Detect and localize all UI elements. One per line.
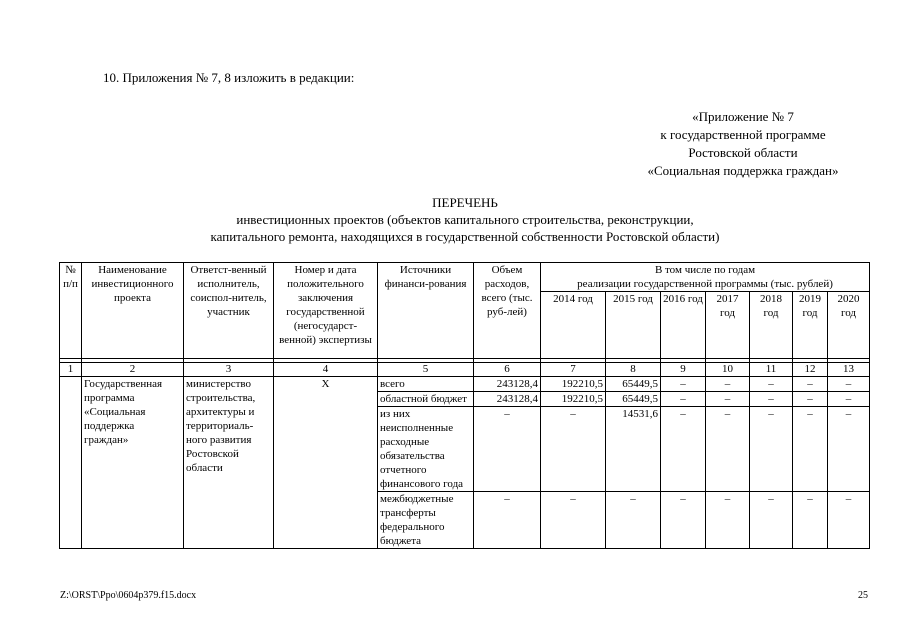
value-cell: – xyxy=(474,407,541,492)
project-name-cell: Государственная программа «Социальная поддержка граждан» xyxy=(82,377,184,549)
column-number: 1 xyxy=(60,363,82,377)
value-cell: – xyxy=(661,377,706,392)
header-year: 2016 год xyxy=(661,292,706,359)
column-number: 2 xyxy=(82,363,184,377)
header-expertise: Номер и дата положительного заключения государственной (негосударст-венной) экспертизы xyxy=(274,263,378,359)
expertise-cell: Х xyxy=(274,377,378,549)
value-cell: 243128,4 xyxy=(474,377,541,392)
source-cell: из них неисполненные расходные обязательства отчетного финансового года xyxy=(378,407,474,492)
header-by-years-line2: реализации государственной программы (тыс. рублей) xyxy=(577,278,833,290)
header-volume: Объем расходов, всего (тыс. руб-лей) xyxy=(474,263,541,359)
value-cell: – xyxy=(750,392,793,407)
column-number: 7 xyxy=(541,363,606,377)
column-number: 3 xyxy=(184,363,274,377)
header-year: 2018 год xyxy=(750,292,793,359)
header-year: 2015 год xyxy=(606,292,661,359)
value-cell: 192210,5 xyxy=(541,392,606,407)
document-title: ПЕРЕЧЕНЬ xyxy=(432,195,498,210)
value-cell: – xyxy=(793,492,828,549)
document-title-block xyxy=(60,194,870,245)
value-cell: – xyxy=(828,407,870,492)
value-cell: – xyxy=(706,377,750,392)
value-cell: – xyxy=(706,407,750,492)
column-number: 5 xyxy=(378,363,474,377)
value-cell: 65449,5 xyxy=(606,392,661,407)
value-cell: – xyxy=(793,407,828,492)
column-number: 8 xyxy=(606,363,661,377)
value-cell: – xyxy=(828,392,870,407)
header-row xyxy=(60,263,870,292)
value-cell: 243128,4 xyxy=(474,392,541,407)
appendix-line: «Приложение № 7 xyxy=(692,109,794,124)
appendix-line: к государственной программе xyxy=(660,127,826,142)
source-cell: областной бюджет xyxy=(378,392,474,407)
value-cell: – xyxy=(750,492,793,549)
appendix-line: «Социальная поддержка граждан» xyxy=(647,163,839,178)
header-sources: Источники финанси-рования xyxy=(378,263,474,359)
appendix-line: Ростовской области xyxy=(688,145,798,160)
document-subtitle-line: инвестиционных проектов (объектов капитального строительства, реконструкции, xyxy=(236,212,694,227)
source-cell: всего xyxy=(378,377,474,392)
value-cell: 14531,6 xyxy=(606,407,661,492)
column-number: 9 xyxy=(661,363,706,377)
value-cell: 65449,5 xyxy=(606,377,661,392)
value-cell: 192210,5 xyxy=(541,377,606,392)
value-cell: – xyxy=(661,492,706,549)
value-cell: – xyxy=(828,492,870,549)
column-number: 10 xyxy=(706,363,750,377)
header-year: 2019 год xyxy=(793,292,828,359)
column-number-row xyxy=(60,363,870,377)
column-number: 4 xyxy=(274,363,378,377)
header-year: 2017 год xyxy=(706,292,750,359)
value-cell: – xyxy=(750,407,793,492)
value-cell: – xyxy=(474,492,541,549)
document-subtitle-line: капитального ремонта, находящихся в государственной собственности Ростовской области) xyxy=(210,229,720,244)
value-cell: – xyxy=(541,407,606,492)
header-year: 2014 год xyxy=(541,292,606,359)
value-cell: – xyxy=(706,392,750,407)
value-cell: – xyxy=(706,492,750,549)
footer-page-number: 25 xyxy=(858,590,868,601)
header-by-years-line1: В том числе по годам xyxy=(654,264,756,276)
column-number: 11 xyxy=(750,363,793,377)
header-year: 2020 год xyxy=(828,292,870,359)
value-cell: – xyxy=(541,492,606,549)
value-cell: – xyxy=(793,377,828,392)
header-by-years xyxy=(541,263,870,292)
intro-paragraph: 10. Приложения № 7, 8 изложить в редакции: xyxy=(103,70,355,85)
appendix-header xyxy=(623,108,863,180)
column-number: 12 xyxy=(793,363,828,377)
value-cell: – xyxy=(793,392,828,407)
value-cell: – xyxy=(750,377,793,392)
value-cell: – xyxy=(661,407,706,492)
executor-cell: министерство строительства, архитектуры и территориаль-ного развития Ростовской области xyxy=(184,377,274,549)
investment-projects-table xyxy=(59,262,870,549)
value-cell: – xyxy=(661,392,706,407)
table-row xyxy=(60,377,870,392)
column-number: 6 xyxy=(474,363,541,377)
header-project-name: Наименование инвестиционного проекта xyxy=(82,263,184,359)
header-executor: Ответст-венный исполнитель, соиспол-нитель, участник xyxy=(184,263,274,359)
header-num: № п/п xyxy=(60,263,82,359)
value-cell: – xyxy=(828,377,870,392)
footer-file-path: Z:\ORST\Ppo\0604p379.f15.docx xyxy=(60,590,197,601)
value-cell: – xyxy=(606,492,661,549)
source-cell: межбюджетные трансферты федерального бюджета xyxy=(378,492,474,549)
column-number: 13 xyxy=(828,363,870,377)
row-num-cell xyxy=(60,377,82,549)
